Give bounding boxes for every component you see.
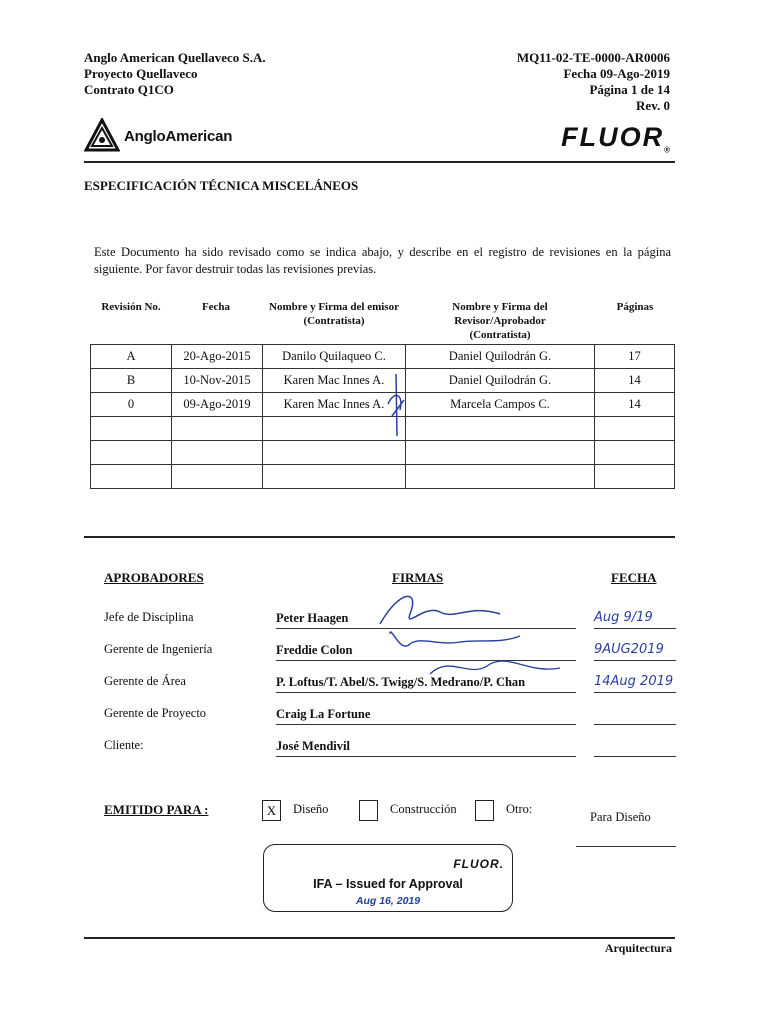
- header-right-block: [517, 50, 670, 114]
- col-header-date: Fecha: [201, 301, 231, 313]
- approver-name: José Mendivil: [276, 739, 576, 757]
- intro-paragraph: Este Documento ha sido revisado como se indica abajo, y describe en el registro de revisiones en la página siguiente. Por favor destruir todas las revisiones previas.: [94, 245, 671, 276]
- approval-date-field: [594, 736, 676, 757]
- cell-rev: 0: [91, 393, 172, 417]
- approval-date-field: [594, 640, 676, 661]
- checkbox-other[interactable]: [475, 800, 494, 821]
- option-design-label: Diseño: [293, 802, 329, 816]
- approval-date: 9AUG2019: [594, 642, 664, 657]
- cell-rev: [91, 465, 172, 489]
- cell-date: [172, 441, 263, 465]
- cell-pages: 17: [595, 345, 675, 369]
- table-row: [91, 345, 675, 369]
- anglo-american-logo: [84, 116, 232, 156]
- approver-role: Gerente de Ingeniería: [104, 642, 213, 656]
- option-other-label: Otro:: [506, 802, 533, 816]
- cell-rev: [91, 417, 172, 441]
- contract-name: Contrato Q1CO: [84, 82, 174, 97]
- document-title: ESPECIFICACIÓN TÉCNICA MISCELÁNEOS: [84, 178, 359, 193]
- cell-reviewer: Marcela Campos C.: [406, 393, 595, 417]
- project-name: Proyecto Quellaveco: [84, 66, 198, 81]
- cell-date: 20-Ago-2015: [172, 345, 263, 369]
- approver-role: Gerente de Área: [104, 674, 186, 688]
- anglo-american-icon: [84, 118, 120, 154]
- cell-pages: [595, 417, 675, 441]
- approvers-heading: APROBADORES: [104, 570, 204, 585]
- approver-name: Freddie Colon: [276, 643, 576, 661]
- table-row: [91, 441, 675, 465]
- company-name: Anglo American Quellaveco S.A.: [84, 50, 266, 65]
- approver-name: Peter Haagen: [276, 611, 576, 629]
- col-header-pages: Páginas: [616, 301, 654, 313]
- cell-date: [172, 417, 263, 441]
- cell-date: [172, 465, 263, 489]
- col-header-revision: Revisión No.: [101, 301, 161, 313]
- cell-pages: [595, 441, 675, 465]
- cell-rev: B: [91, 369, 172, 393]
- cell-reviewer: Daniel Quilodrán G.: [406, 345, 595, 369]
- cell-issuer: Karen Mac Innes A.: [263, 369, 406, 393]
- cell-issuer: Danilo Quilaqueo C.: [263, 345, 406, 369]
- cell-pages: 14: [595, 369, 675, 393]
- revision-number: Rev. 0: [636, 98, 670, 113]
- footer-discipline: Arquitectura: [604, 941, 672, 955]
- cell-reviewer: [406, 441, 595, 465]
- page-count: Página 1 de 14: [589, 82, 670, 97]
- section-divider: [84, 536, 675, 538]
- col-header-reviewer: Nombre y Firma del Revisor/Aprobador (Contratista): [452, 301, 548, 341]
- header-divider: [84, 161, 675, 163]
- cell-rev: [91, 441, 172, 465]
- approver-name: P. Loftus/T. Abel/S. Twigg/S. Medrano/P. Chan: [276, 675, 576, 693]
- fluor-logo: $FLUOR_®$: [561, 122, 670, 155]
- cell-issuer: [263, 465, 406, 489]
- approver-name: Craig La Fortune: [276, 707, 576, 725]
- cell-reviewer: Daniel Quilodrán G.: [406, 369, 595, 393]
- anglo-american-wordmark: AngloAmerican: [124, 127, 233, 145]
- cell-reviewer: [406, 417, 595, 441]
- cell-rev: A: [91, 345, 172, 369]
- doc-number: MQ11-02-TE-0000-AR0006: [516, 50, 670, 65]
- cell-pages: 14: [595, 393, 675, 417]
- approver-role: Cliente:: [104, 738, 144, 752]
- cell-date: 10-Nov-2015: [172, 369, 263, 393]
- option-construction-label: Construcción: [390, 802, 457, 816]
- approval-date-field: [594, 608, 676, 629]
- checkbox-construction[interactable]: [359, 800, 378, 821]
- approval-date: 14Aug 2019: [594, 674, 674, 689]
- header-left-block: [84, 50, 266, 98]
- doc-date: Fecha 09-Ago-2019: [563, 66, 670, 81]
- approver-role: Jefe de Disciplina: [104, 610, 194, 624]
- date-heading: FECHA: [611, 570, 657, 585]
- issued-for-line: [576, 846, 676, 847]
- issued-for-label: EMITIDO PARA :: [104, 802, 209, 817]
- issued-for-value: Para Diseño: [590, 810, 651, 824]
- footer-divider: [84, 937, 675, 939]
- approval-date-field: [594, 672, 676, 693]
- stamp-fluor-logo: FLUOR.: [453, 857, 504, 871]
- signatures-heading: FIRMAS: [392, 570, 444, 585]
- approval-date: Aug 9/19: [594, 610, 653, 625]
- table-row: [91, 465, 675, 489]
- pen-mark-signature: [370, 370, 410, 440]
- approval-stamp: [263, 844, 513, 912]
- cell-reviewer: [406, 465, 595, 489]
- approver-role: Gerente de Proyecto: [104, 706, 207, 720]
- col-header-issuer: Nombre y Firma del emisor (Contratista): [269, 301, 399, 327]
- stamp-status: IFA – Issued for Approval: [313, 877, 463, 891]
- handwritten-signatures: [370, 584, 580, 694]
- cell-issuer: [263, 441, 406, 465]
- checkbox-design[interactable]: X: [262, 800, 281, 821]
- cell-issuer: Karen Mac Innes A.: [263, 393, 406, 417]
- stamp-date: Aug 16, 2019: [355, 895, 421, 907]
- approval-date-field: [594, 704, 676, 725]
- cell-pages: [595, 465, 675, 489]
- cell-date: 09-Ago-2019: [172, 393, 263, 417]
